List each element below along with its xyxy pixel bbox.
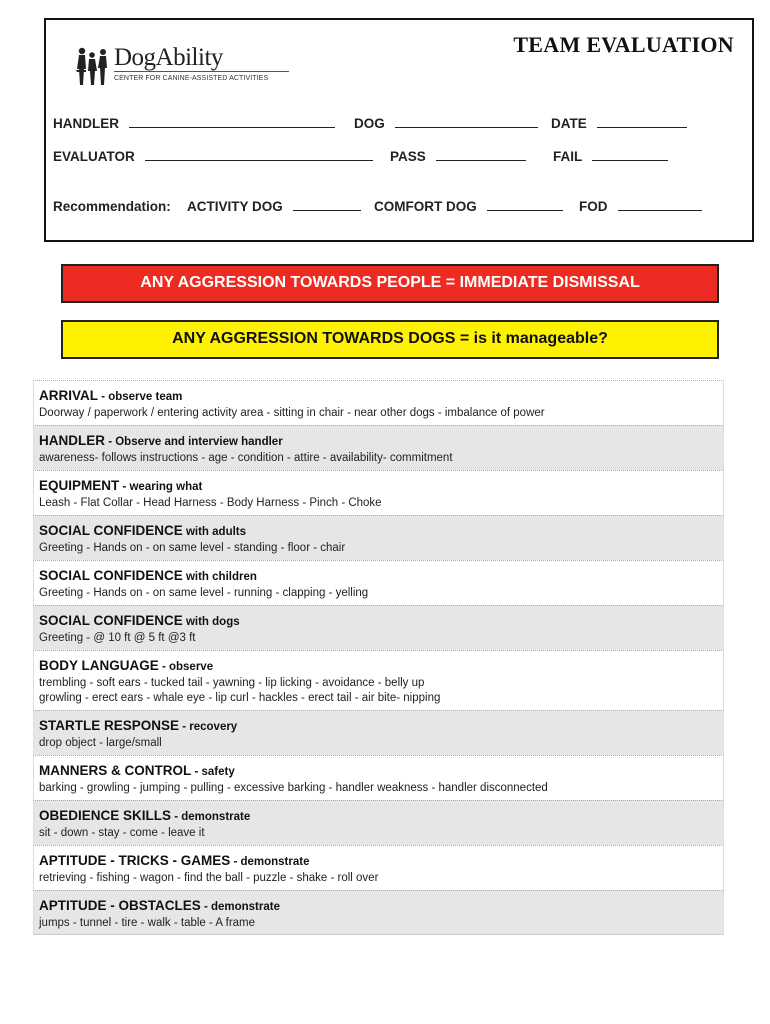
section-title: EQUIPMENT bbox=[39, 478, 120, 493]
handler-field[interactable] bbox=[53, 116, 335, 131]
section-detail-line: Greeting - Hands on - on same level - running - clapping - yelling bbox=[39, 587, 369, 599]
section-heading bbox=[39, 387, 723, 406]
evaluation-section bbox=[33, 605, 724, 650]
section-subtitle: with dogs bbox=[182, 616, 240, 628]
evaluation-section bbox=[33, 755, 724, 800]
handler-label: HANDLER bbox=[53, 116, 119, 131]
evaluation-section bbox=[33, 425, 724, 470]
activity-dog-label: ACTIVITY DOG bbox=[187, 199, 283, 214]
section-heading bbox=[39, 612, 723, 631]
dog-blank[interactable] bbox=[395, 116, 538, 128]
section-heading bbox=[39, 762, 723, 781]
section-title: SOCIAL CONFIDENCE bbox=[39, 523, 183, 538]
fail-label: FAIL bbox=[553, 149, 583, 164]
people-aggression-banner: ANY AGGRESSION TOWARDS PEOPLE = IMMEDIATE DISMISSAL bbox=[61, 264, 719, 303]
section-title: SOCIAL CONFIDENCE bbox=[39, 613, 183, 628]
section-title: ARRIVAL bbox=[39, 388, 98, 403]
dog-field[interactable] bbox=[354, 116, 538, 131]
section-heading bbox=[39, 657, 723, 676]
section-subtitle: - safety bbox=[191, 766, 235, 778]
fail-field[interactable] bbox=[553, 149, 668, 164]
form-title: TEAM EVALUATION bbox=[513, 32, 734, 57]
evaluation-section bbox=[33, 650, 724, 710]
date-field[interactable] bbox=[551, 116, 687, 131]
people-and-dog-icon bbox=[76, 46, 112, 90]
section-heading bbox=[39, 477, 723, 496]
section-heading bbox=[39, 432, 723, 451]
header-box bbox=[44, 18, 754, 242]
evaluation-section bbox=[33, 710, 724, 755]
recommendation-label: Recommendation: bbox=[53, 199, 171, 214]
section-heading bbox=[39, 522, 723, 541]
section-detail-line: Greeting - Hands on - on same level - standing - floor - chair bbox=[39, 542, 346, 554]
date-blank[interactable] bbox=[597, 116, 687, 128]
evaluation-section bbox=[33, 470, 724, 515]
section-title: STARTLE RESPONSE bbox=[39, 718, 180, 733]
section-title: HANDLER bbox=[39, 433, 105, 448]
dogability-logo bbox=[76, 44, 269, 90]
section-heading bbox=[39, 897, 723, 916]
section-title: MANNERS & CONTROL bbox=[39, 763, 192, 778]
pass-blank[interactable] bbox=[436, 149, 526, 161]
section-subtitle: - Observe and interview handler bbox=[105, 436, 283, 448]
evaluation-sections bbox=[33, 380, 724, 935]
fod-label: FOD bbox=[579, 199, 608, 214]
handler-blank[interactable] bbox=[129, 116, 335, 128]
recommendation-row bbox=[53, 199, 171, 214]
section-subtitle: with adults bbox=[182, 526, 247, 538]
activity-dog-field[interactable] bbox=[187, 199, 361, 214]
comfort-dog-field[interactable] bbox=[374, 199, 563, 214]
evaluation-section bbox=[33, 890, 724, 935]
logo-name: DogAbility bbox=[114, 44, 223, 71]
evaluation-section bbox=[33, 380, 724, 425]
section-subtitle: - wearing what bbox=[119, 481, 203, 493]
section-title: SOCIAL CONFIDENCE bbox=[39, 568, 183, 583]
evaluation-section bbox=[33, 800, 724, 845]
evaluation-section bbox=[33, 845, 724, 890]
section-subtitle: - demonstrate bbox=[171, 811, 251, 823]
section-title: OBEDIENCE SKILLS bbox=[39, 808, 172, 823]
section-detail-line: awareness- follows instructions - age - condition - attire - availability- commitment bbox=[39, 452, 453, 464]
section-subtitle: with children bbox=[182, 571, 257, 583]
section-detail-line: growling - erect ears - whale eye - lip curl - hackles - erect tail - air bite- nipping bbox=[39, 692, 441, 704]
pass-field[interactable] bbox=[390, 149, 526, 164]
evaluation-section bbox=[33, 515, 724, 560]
logo-tagline: CENTER FOR CANINE-ASSISTED ACTIVITIES bbox=[114, 75, 269, 82]
section-subtitle: - observe team bbox=[98, 391, 183, 403]
section-title: APTITUDE - TRICKS - GAMES bbox=[39, 853, 231, 868]
evaluation-section bbox=[33, 560, 724, 605]
section-heading bbox=[39, 567, 723, 586]
evaluator-label: EVALUATOR bbox=[53, 149, 135, 164]
section-subtitle: - demonstrate bbox=[200, 901, 280, 913]
fod-blank[interactable] bbox=[618, 199, 702, 211]
comfort-dog-blank[interactable] bbox=[487, 199, 563, 211]
comfort-dog-label: COMFORT DOG bbox=[374, 199, 477, 214]
section-title: APTITUDE - OBSTACLES bbox=[39, 898, 201, 913]
pass-label: PASS bbox=[390, 149, 426, 164]
section-detail-line: sit - down - stay - come - leave it bbox=[39, 827, 205, 839]
section-detail-line: trembling - soft ears - tucked tail - yawning - lip licking - avoidance - belly up bbox=[39, 677, 425, 689]
dog-label: DOG bbox=[354, 116, 385, 131]
section-detail-line: barking - growling - jumping - pulling - excessive barking - handler weakness - handler disconnected bbox=[39, 782, 548, 794]
section-subtitle: - observe bbox=[158, 661, 214, 673]
section-heading bbox=[39, 807, 723, 826]
activity-dog-blank[interactable] bbox=[293, 199, 361, 211]
fod-field[interactable] bbox=[579, 199, 702, 214]
evaluator-blank[interactable] bbox=[145, 149, 373, 161]
section-detail-line: Doorway / paperwork / entering activity area - sitting in chair - near other dogs - imbalance of power bbox=[39, 407, 545, 419]
section-heading bbox=[39, 852, 723, 871]
dogs-aggression-banner: ANY AGGRESSION TOWARDS DOGS = is it manageable? bbox=[61, 320, 719, 359]
fail-blank[interactable] bbox=[592, 149, 668, 161]
date-label: DATE bbox=[551, 116, 587, 131]
section-subtitle: - demonstrate bbox=[230, 856, 310, 868]
section-title: BODY LANGUAGE bbox=[39, 658, 159, 673]
section-subtitle: - recovery bbox=[179, 721, 238, 733]
section-detail-line: jumps - tunnel - tire - walk - table - A frame bbox=[39, 917, 256, 929]
section-heading bbox=[39, 717, 723, 736]
section-detail-line: Leash - Flat Collar - Head Harness - Body Harness - Pinch - Choke bbox=[39, 497, 382, 509]
evaluator-field[interactable] bbox=[53, 149, 373, 164]
section-detail-line: Greeting - @ 10 ft @ 5 ft @3 ft bbox=[39, 632, 196, 644]
section-detail-line: drop object - large/small bbox=[39, 737, 162, 749]
logo-rule bbox=[114, 71, 289, 72]
section-detail-line: retrieving - fishing - wagon - find the ball - puzzle - shake - roll over bbox=[39, 872, 379, 884]
